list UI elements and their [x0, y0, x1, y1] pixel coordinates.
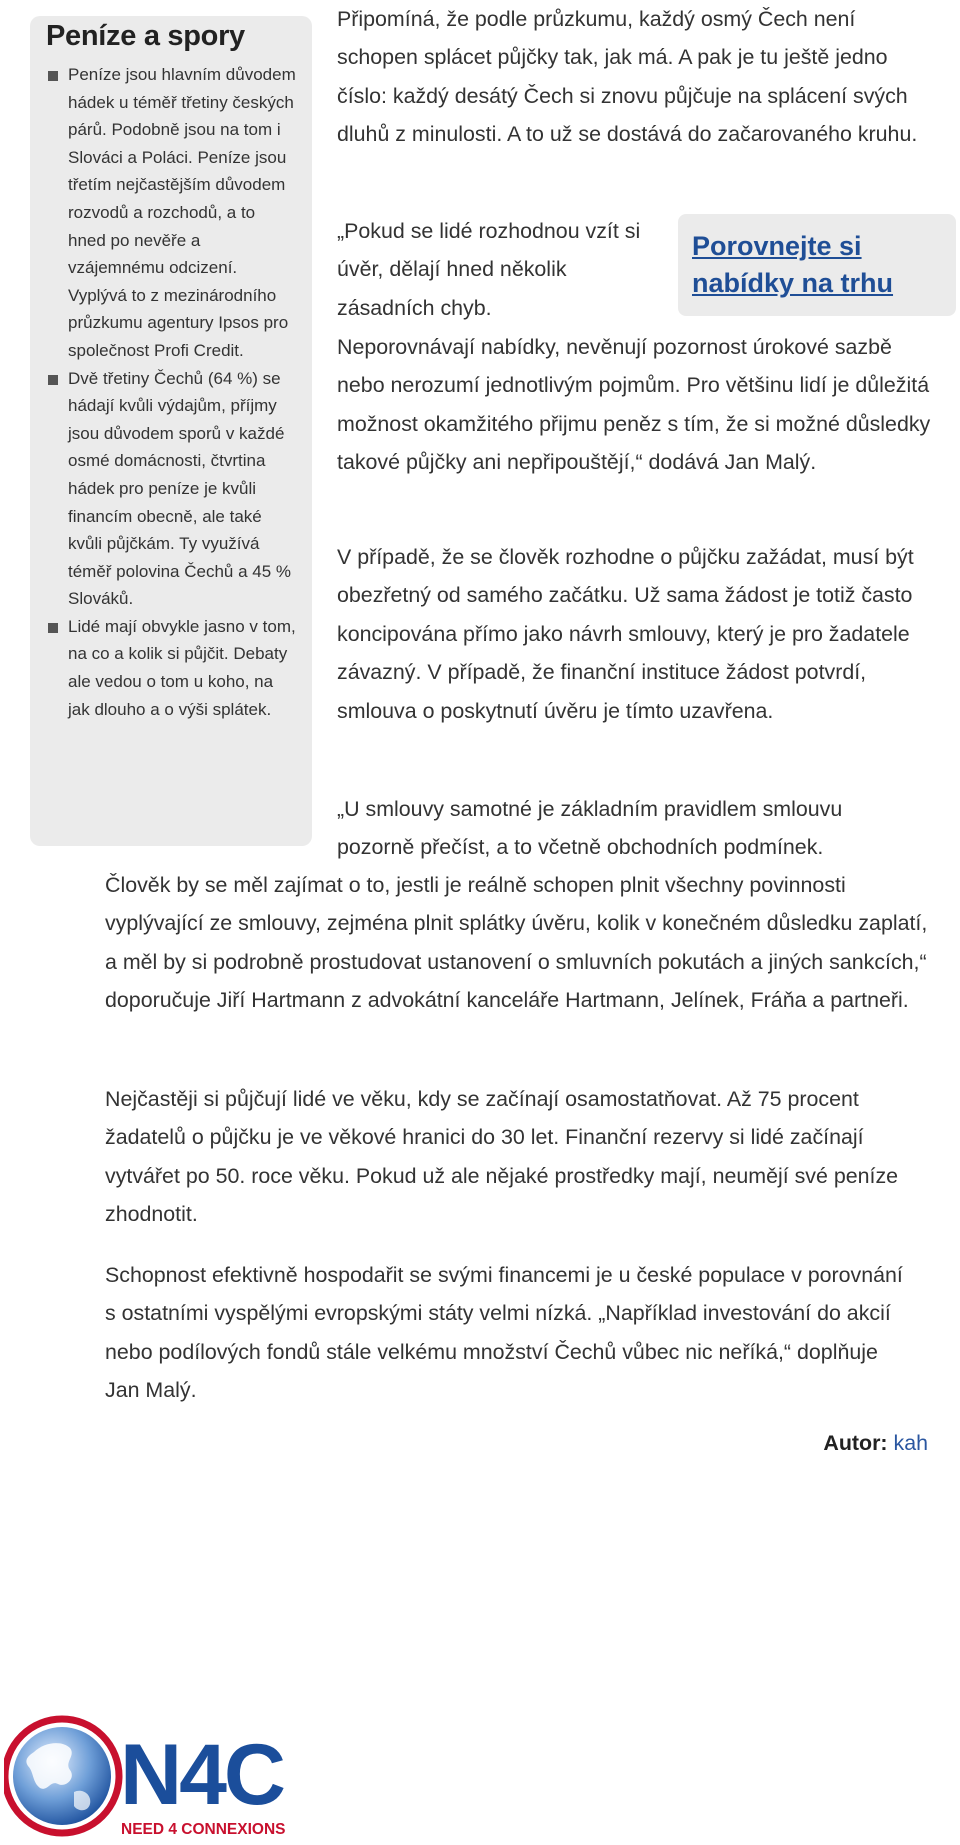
sidebar-item: [46, 365, 296, 613]
sidebar-title: Peníze a spory: [46, 20, 245, 52]
article-paragraph-6: Schopnost efektivně hospodařit se svými financemi je u české populace v porovnání s ostatními vyspělými evropskými státy velmi nízká. „Například investování do akcií nebo podílových fondů stále velkému množství Čechů vůbec nic neříká,“ doplňuje Jan Malý.: [105, 1263, 903, 1403]
square-bullet-icon: [48, 623, 58, 633]
article-paragraph-5: Nejčastěji si půjčují lidé ve věku, kdy se začínají osamostatňovat. Až 75 procent žadatelů o půjčku je ve věkové hranici do 30 let. Finanční rezervy si lidé začínají vytvářet po 50. roce věku. Pokud už ale nějaké prostředky mají, neumějí své peníze zhodnotit.: [105, 1087, 899, 1227]
sidebar-list: [46, 61, 296, 723]
square-bullet-icon: [48, 71, 58, 81]
n4c-logo: [4, 1712, 326, 1840]
author-line: [823, 1431, 928, 1456]
article-paragraph-2-quote: „Pokud se lidé rozhodnou vzít si úvěr, dělají hned několik zásadních chyb.: [337, 219, 641, 320]
sidebar-item: [46, 613, 296, 723]
logo-tagline: NEED 4 CONNEXIONS: [121, 1821, 286, 1838]
sidebar-box: [30, 16, 312, 846]
sidebar-item: [46, 61, 296, 365]
article-paragraph-1: Připomíná, že podle průzkumu, každý osmý Čech není schopen splácet půjčky tak, jak má. A pak je tu ještě jedno číslo: každý desátý Čech si znovu půjčuje na splácení svých dluhů z minulosti. A to už se dostává do začarovaného kruhu.: [337, 7, 918, 147]
article-paragraph-4: Člověk by se měl zajímat o to, jestli je reálně schopen plnit všechny povinnosti vyplývající ze smlouvy, zejména plnit splátky úvěru, kolik v konečném důsledku zaplatí, a měl by si podrobně prostudovat ustanovení o smluvních pokutách a jiných sankcích,“ doporučuje Jiří Hartmann z advokátní kanceláře Hartmann, Jelínek, Fráňa a partneři.: [105, 873, 928, 1013]
sidebar-item-text: Dvě třetiny Čechů (64 %) se hádají kvůli výdajům, příjmy jsou důvodem sporů v každé osmé domácnosti, čtvrtina hádek pro peníze je kvůli financím obecně, ale také kvůli půjčkám. Ty využívá téměř polovina Čechů a 45 % Slováků.: [68, 368, 292, 609]
compare-offers-link[interactable]: Porovnejte si nabídky na trhu: [692, 231, 894, 298]
sidebar-item-text: Lidé mají obvykle jasno v tom, na co a kolik si půjčit. Debaty ale vedou o tom u koho, na jak dlouho a o výši splátek.: [68, 616, 296, 719]
sidebar-item-text: Peníze jsou hlavním důvodem hádek u téměř třetiny českých párů. Podobně jsou na tom i Slováci a Poláci. Peníze jsou třetím nejčastějším důvodem rozvodů a rozchodů, a to hned po nevěře a vzájemnému odcizení. Vyplývá to z mezinárodního průzkumu agentury Ipsos pro společnost Profi Credit.: [68, 65, 296, 360]
globe-icon: [5, 1719, 119, 1833]
article-paragraph-2: Neporovnávají nabídky, nevěnují pozornost úrokové sazbě nebo nerozumí jednotlivým pojmům. Pro většinu lidí je důležitá možnost okamžitého přijmu peněz s tím, že si možné důsledky takové půjčky ani nepřipouštějí,“ dodává Jan Malý.: [337, 335, 931, 475]
article-paragraph-4-quote: „U smlouvy samotné je základním pravidlem smlouvu pozorně přečíst, a to včetně obchodních podmínek.: [337, 797, 843, 860]
logo-mark: N4C: [120, 1727, 284, 1823]
author-label: Autor:: [823, 1431, 888, 1455]
square-bullet-icon: [48, 375, 58, 385]
offer-box: [678, 214, 956, 316]
article-paragraph-3: V případě, že se člověk rozhodne o půjčku zažádat, musí být obezřetný od samého začátku. Už sama žádost je totiž často koncipována přímo jako návrh smlouvy, který je pro žadatele závazný. V případě, že finanční instituce žádost potvrdí, smlouva o poskytnutí úvěru je tímto uzavřena.: [337, 545, 914, 723]
author-link[interactable]: kah: [893, 1431, 928, 1455]
